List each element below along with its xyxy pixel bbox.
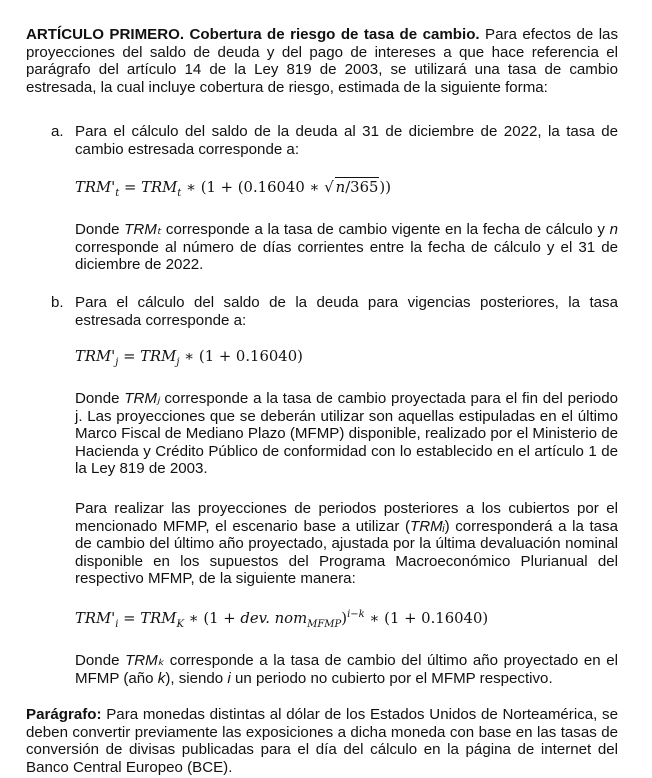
formula-b2: $TRM'_i = TRM_K$ ∗ (1 + dev. nom$_{MFMP}$)$^{i-k}$ ∗ (1 + 0.16040) — [75, 609, 489, 630]
paragrafo-paragraph — [26, 706, 618, 776]
item-b-note-2: Para realizar las proyecciones de periodos posteriores a los cubiertos por el mencionado MFMP, el escenario base a utilizar (TRMᵢ) corresponderá a la tasa de cambio del último año proyectado, ajustada por la última devaluación nominal disponible en los supuestos del Programa Macroeconómico Plurianual del respectivo MFMP, de la siguiente manera: — [75, 500, 618, 588]
k-term: k — [157, 669, 166, 687]
trm-k-term: TRMₖ — [125, 652, 165, 669]
item-b-note-1: Donde TRMⱼ corresponde a la tasa de cambio proyectada para el fin del periodo j. Las proyecciones que se deberán utilizar son aquellas estipuladas en el último Marco Fiscal de Mediano Plazo (MFMP) disponible, realizado por el Ministerio de Hacienda y Crédito Público de conformidad con lo establecido en el artículo 1 de la Ley 819 de 2003. — [75, 390, 619, 478]
item-b-marker: b. — [51, 294, 64, 311]
item-a-marker: a. — [51, 123, 64, 140]
item-b-text: Para el cálculo del saldo de la deuda para vigencias posteriores, la tasa estresada corresponde a: — [75, 294, 618, 329]
trm-t-term: TRMₜ — [124, 221, 162, 238]
article-heading: ARTÍCULO PRIMERO. Cobertura de riesgo de tasa de cambio. — [26, 26, 480, 43]
paragrafo-label: Parágrafo: — [26, 706, 102, 723]
trm-j-term: TRMⱼ — [124, 390, 160, 407]
article-paragraph — [26, 26, 618, 96]
trm-i-term: TRMᵢ — [410, 517, 445, 535]
item-b-note-3: Donde TRMₖ corresponde a la tasa de cambio del último año proyectado en el MFMP (año k), siendo i un periodo no cubierto por el MFMP respectivo. — [75, 652, 618, 687]
i-term: i — [227, 669, 231, 687]
formula-b1: $TRM'_j = TRM_j$ ∗ (1 + 0.16040) — [75, 348, 303, 368]
item-a-note: Donde TRMₜ corresponde a la tasa de cambio vigente en la fecha de cálculo y n corresponde al número de días corrientes entre la fecha de cálculo y el 31 de diciembre de 2022. — [75, 221, 619, 274]
formula-a: $TRM'_t = TRM_t$ ∗ (1 + (0.16040 ∗ √ n/365)) — [75, 179, 391, 199]
article-body: Para efectos de las proyecciones del saldo de deuda y del pago de intereses a que hace referencia el parágrafo del artículo 14 de la Ley 819 de 2003, se utilizará una tasa de cambio estresada, la cual incluye cobertura de riesgo, estimada de la siguiente forma: — [26, 26, 619, 96]
n-term: n — [609, 221, 619, 238]
paragrafo-body: Para monedas distintas al dólar de los Estados Unidos de Norteamérica, se deben convertir previamente las exposiciones a dicha moneda con base en las tasas de conversión de divisas publicadas para el día del cálculo en la página de internet del Banco Central Europeo (BCE). — [26, 706, 618, 776]
item-a-text: Para el cálculo del saldo de la deuda al 31 de diciembre de 2022, la tasa de cambio estresada corresponde a: — [75, 123, 618, 158]
